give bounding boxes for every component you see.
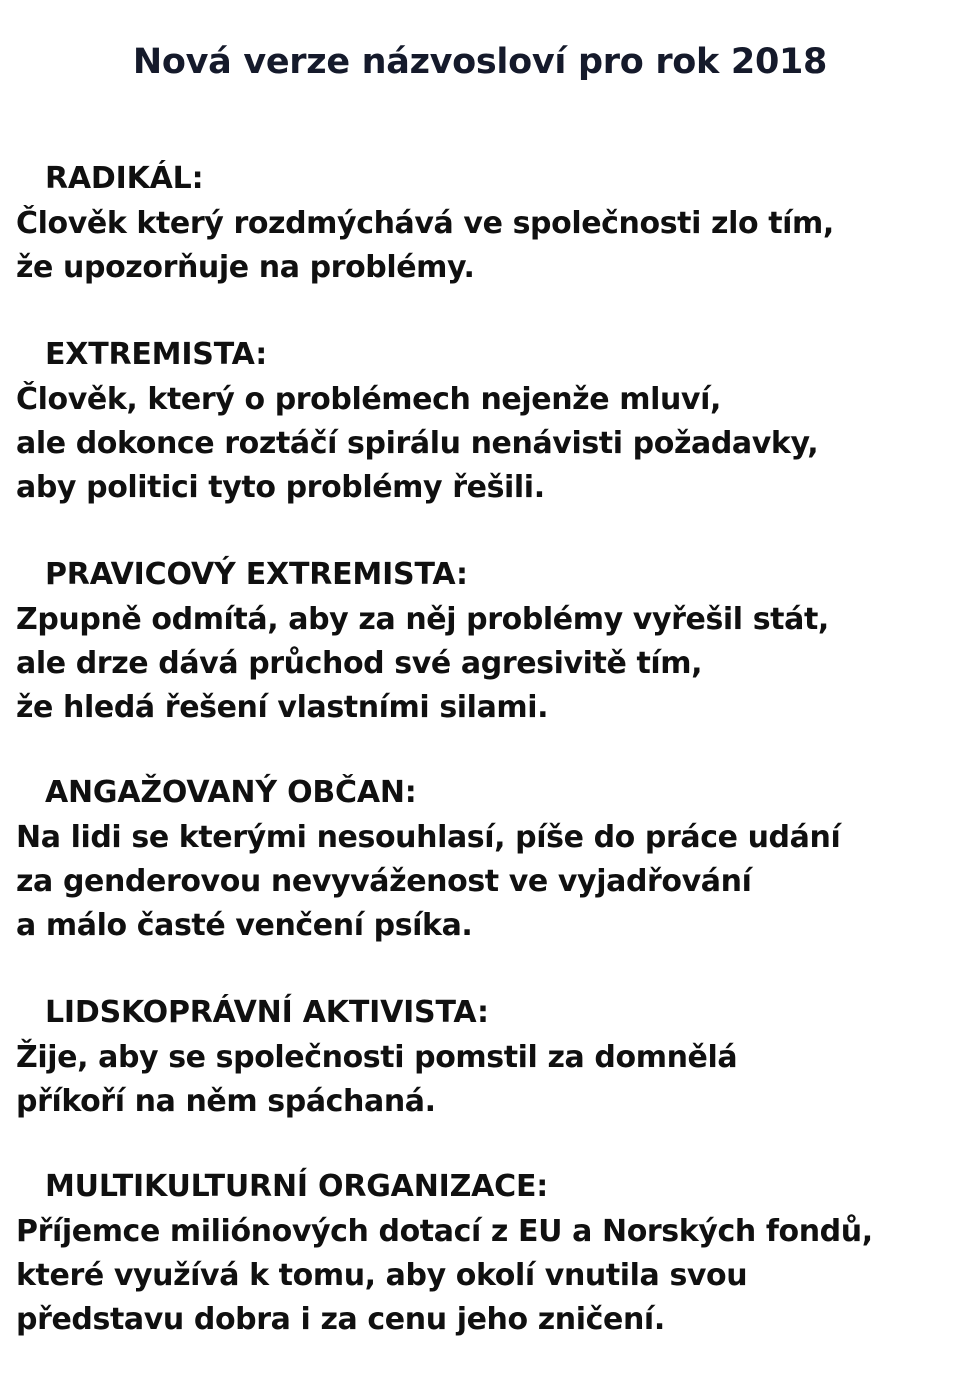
definition-line: Žije, aby se společnosti pomstil za domnělá	[16, 1040, 738, 1075]
term-definition	[16, 202, 960, 290]
term-definition	[16, 1036, 960, 1124]
term-heading: RADIKÁL:	[45, 161, 204, 196]
definition-line: Příjemce miliónových dotací z EU a Norských fondů,	[16, 1214, 873, 1249]
section-extremista	[0, 336, 960, 510]
term-definition	[16, 378, 960, 510]
definition-line: za genderovou nevyváženost ve vyjadřování	[16, 864, 752, 899]
definition-line: které využívá k tomu, aby okolí vnutila svou	[16, 1258, 748, 1293]
definition-line: že upozorňuje na problémy.	[16, 250, 475, 285]
term-definition	[16, 816, 960, 948]
definition-line: ale drze dává průchod své agresivitě tím,	[16, 646, 703, 681]
term-heading: PRAVICOVÝ EXTREMISTA:	[45, 557, 468, 592]
section-radikal	[0, 160, 960, 290]
definition-line: Na lidi se kterými nesouhlasí, píše do práce udání	[16, 820, 841, 855]
term-heading: EXTREMISTA:	[45, 337, 268, 372]
term-heading: MULTIKULTURNÍ ORGANIZACE:	[45, 1169, 549, 1204]
section-angazovany-obcan	[0, 774, 960, 948]
term-definition	[16, 598, 960, 730]
definition-line: a málo časté venčení psíka.	[16, 908, 473, 943]
definition-line: představu dobra i za cenu jeho zničení.	[16, 1302, 665, 1337]
definition-line: příkoří na něm spáchaná.	[16, 1084, 436, 1119]
definition-line: Člověk, který o problémech nejenže mluví,	[16, 382, 721, 417]
term-heading: LIDSKOPRÁVNÍ AKTIVISTA:	[45, 995, 489, 1030]
section-lidskopravni-aktivista	[0, 994, 960, 1124]
definition-line: aby politici tyto problémy řešili.	[16, 470, 545, 505]
section-multikulturni-organizace	[0, 1168, 960, 1342]
term-definition	[16, 1210, 960, 1342]
term-heading: ANGAŽOVANÝ OBČAN:	[45, 775, 417, 810]
definition-line: Zpupně odmítá, aby za něj problémy vyřešil stát,	[16, 602, 829, 637]
document-title: Nová verze názvosloví pro rok 2018	[132, 42, 828, 82]
definition-line: ale dokonce roztáčí spirálu nenávisti požadavky,	[16, 426, 819, 461]
definition-line: Člověk který rozdmýchává ve společnosti zlo tím,	[16, 206, 834, 241]
section-pravicovy-extremista	[0, 556, 960, 730]
definition-line: že hledá řešení vlastními silami.	[16, 690, 549, 725]
